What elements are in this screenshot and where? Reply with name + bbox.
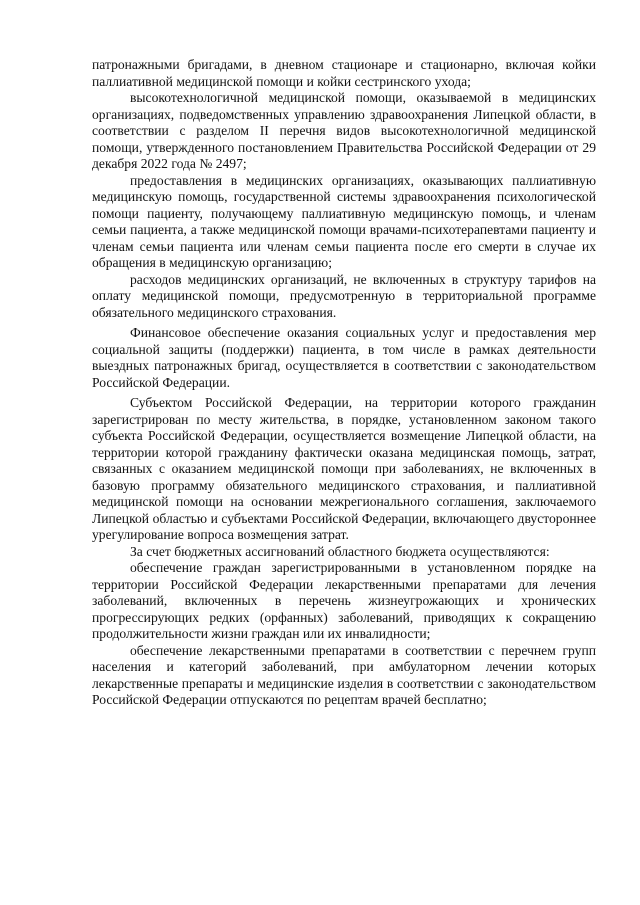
paragraph-1: патронажными бригадами, в дневном стационаре и стационарно, включая койки паллиативной медицинской помощи и койки сестринского ухода; — [92, 57, 596, 89]
paragraph-5: Финансовое обеспечение оказания социальных услуг и предоставления мер социальной защиты (поддержки) пациента, в том числе в рамках деятельности выездных патронажных бригад, осуществляется в соответствии с законодательством Российской Федерации. — [92, 325, 596, 390]
paragraph-8: обеспечение граждан зарегистрированными в установленном порядке на территории Российской Федерации лекарственными препаратами для лечения заболеваний, включенных в перечень жизнеугрожающих и хронических прогрессирующих редких (орфанных) заболеваний, приводящих к сокращению продолжительности жизни граждан или их инвалидности; — [92, 560, 596, 641]
paragraph-4: расходов медицинских организаций, не включенных в структуру тарифов на оплату медицинской помощи, предусмотренную в территориальной программе обязательного медицинского страхования. — [92, 271, 596, 320]
paragraph-3: предоставления в медицинских организациях, оказывающих паллиативную медицинскую помощь, государственной системы здравоохранения психологической помощи пациенту, получающему паллиативную медицинскую помощь, и членам семьи пациента, а также медицинской помощи врачами-психотерапевтами пациенту и членам семьи пациента или членам семьи пациента после его смерти в случае их обращения в медицинскую организацию; — [92, 172, 596, 270]
paragraph-2: высокотехнологичной медицинской помощи, оказываемой в медицинских организациях, подведомственных управлению здравоохранения Липецкой области, в соответствии с разделом II перечня видов высокотехнологичной медицинской помощи, утвержденного постановлением Правительства Российской Федерации от 29 декабря 2022 года № 2497; — [92, 90, 596, 171]
paragraph-9: обеспечение лекарственными препаратами в соответствии с перечнем групп населения и категорий заболеваний, при амбулаторном лечении которых лекарственные препараты и медицинские изделия в соответствии с законодательством Российской Федерации отпускаются по рецептам врачей бесплатно; — [92, 642, 596, 707]
document-page — [92, 57, 596, 709]
paragraph-7: За счет бюджетных ассигнований областного бюджета осуществляются: — [130, 543, 550, 559]
paragraph-6: Субъектом Российской Федерации, на территории которого гражданин зарегистрирован по месту жительства, в порядке, установленном законом такого субъекта Российской Федерации, осуществляется возмещение Липецкой области, на территории которой гражданину фактически оказана медицинская помощь, затрат, связанных с оказанием медицинской помощи при заболеваниях, не включенных в базовую программу обязательного медицинского страхования, и паллиативной медицинской помощи на основании межрегионального соглашения, заключаемого Липецкой областью и субъектами Российской Федерации, включающего двустороннее урегулирование вопроса возмещения затрат. — [92, 395, 596, 542]
